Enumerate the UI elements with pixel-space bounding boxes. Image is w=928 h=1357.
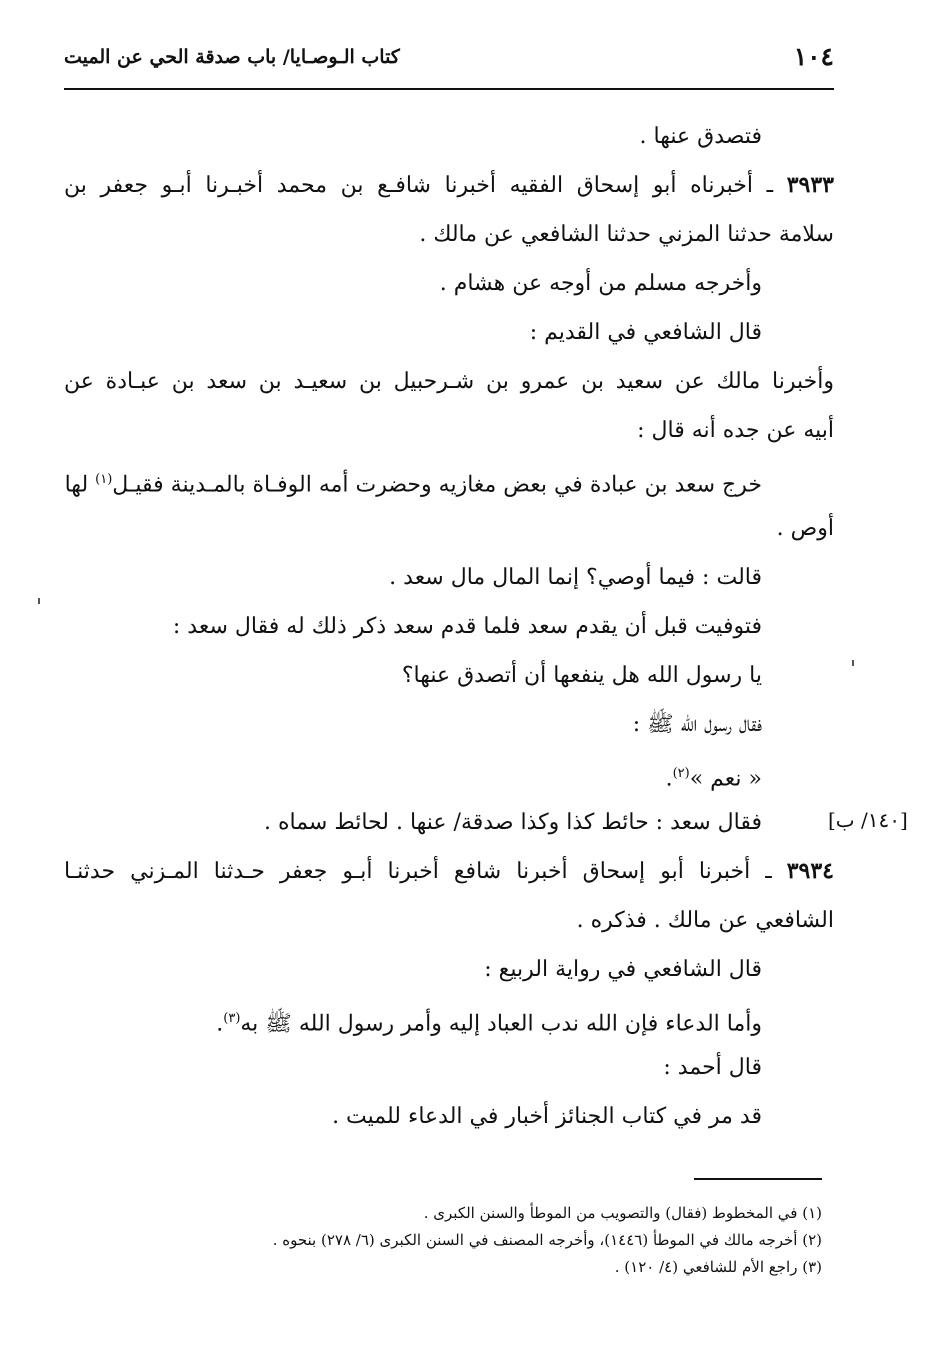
footnote-marker: (١): [95, 472, 113, 487]
scan-speck: [852, 660, 854, 666]
text-line: أوص .: [776, 516, 834, 541]
text-segment: .: [665, 766, 673, 792]
text-line: قال الشافعي في القديم :: [529, 320, 762, 345]
text-segment: وأما الدعاء فإن الله ندب العباد إليه وأمر رسول الله ﷺ به: [240, 1011, 762, 1037]
header-rule: [64, 88, 834, 90]
text-line: فقال رسول الله ﷺ :: [632, 712, 762, 737]
footnote-3: (٣) راجع الأم للشافعي (٤/ ١٢٠) .: [614, 1258, 822, 1276]
hadith-number: ٣٩٣٣: [786, 172, 834, 198]
text-line: [64, 455, 834, 504]
text-line: قد مر في كتاب الجنائز أخبار في الدعاء للميت .: [332, 1104, 762, 1129]
text-line: قال أحمد :: [663, 1055, 762, 1080]
hadith-text: ـ أخبرناه أبو إسحاق الفقيه أخبرنا شافـع بن محمد أخبـرنا أبـو جعفر بن: [64, 173, 787, 198]
text-segment: .: [216, 1011, 224, 1037]
hadith-3934-line: [64, 847, 834, 896]
footnote-1: (١) في المخطوط (فقال) والتصويب من الموطأ والسنن الكبرى .: [423, 1204, 822, 1222]
text-segment: « نعم »: [689, 766, 762, 792]
text-line: يا رسول الله هل ينفعها أن أتصدق عنها؟: [401, 663, 762, 688]
text-line: [64, 749, 834, 798]
footnote-marker: (٢): [672, 766, 690, 781]
scan-speck: [38, 598, 40, 604]
text-line: فتوفيت قبل أن يقدم سعد فلما قدم سعد ذكر ذلك له فقال سعد :: [172, 614, 762, 639]
running-title: كتاب الـوصـايا/ باب صدقة الحي عن الميت: [64, 46, 400, 68]
hadith-3933-line: [64, 161, 834, 210]
text-line: [64, 994, 834, 1043]
page-number: ١٠٤: [793, 42, 834, 71]
text-line: فتصدق عنها .: [639, 124, 762, 149]
main-text: [64, 112, 834, 1141]
text-segment: خرج سعد بن عبادة في بعض مغازيه وحضرت أمه الوفـاة بالمـدينة فقيـل: [112, 472, 762, 498]
hadith-text: ـ أخبرنا أبو إسحاق أخبرنا شافع أخبرنا أبـو جعفر حـدثنا المـزني حدثنـا: [64, 859, 787, 884]
text-line: وأخبرنا مالك عن سعيد بن عمرو بن شـرحبيل بن سعيـد بن سعد بن عبـادة عن: [64, 369, 834, 394]
hadith-number: ٣٩٣٤: [786, 858, 834, 884]
manuscript-folio-marker: [١٤٠/ ب]: [828, 808, 908, 832]
text-segment: لها: [64, 472, 96, 498]
footnote-marker: (٣): [223, 1011, 241, 1026]
text-line: قالت : فيما أوصي؟ إنما المال مال سعد .: [389, 565, 762, 590]
page-header: [64, 42, 834, 86]
text-line: قال الشافعي في رواية الربيع :: [484, 957, 762, 982]
footnote-rule: [694, 1178, 822, 1180]
text-line: فقال سعد : حائط كذا وكذا صدقة/ عنها . لحائط سماه .: [263, 810, 762, 835]
text-line: الشافعي عن مالك . فذكره .: [576, 908, 834, 933]
footnote-2: (٢) أخرجه مالك في الموطأ (١٤٤٦)، وأخرجه المصنف في السنن الكبرى (٦/ ٢٧٨) بنحوه .: [272, 1231, 822, 1249]
text-line: وأخرجه مسلم من أوجه عن هشام .: [439, 271, 762, 296]
footnotes: [140, 1200, 822, 1281]
text-line: سلامة حدثنا المزني حدثنا الشافعي عن مالك .: [419, 222, 834, 247]
text-line: أبيه عن جده أنه قال :: [637, 418, 834, 443]
